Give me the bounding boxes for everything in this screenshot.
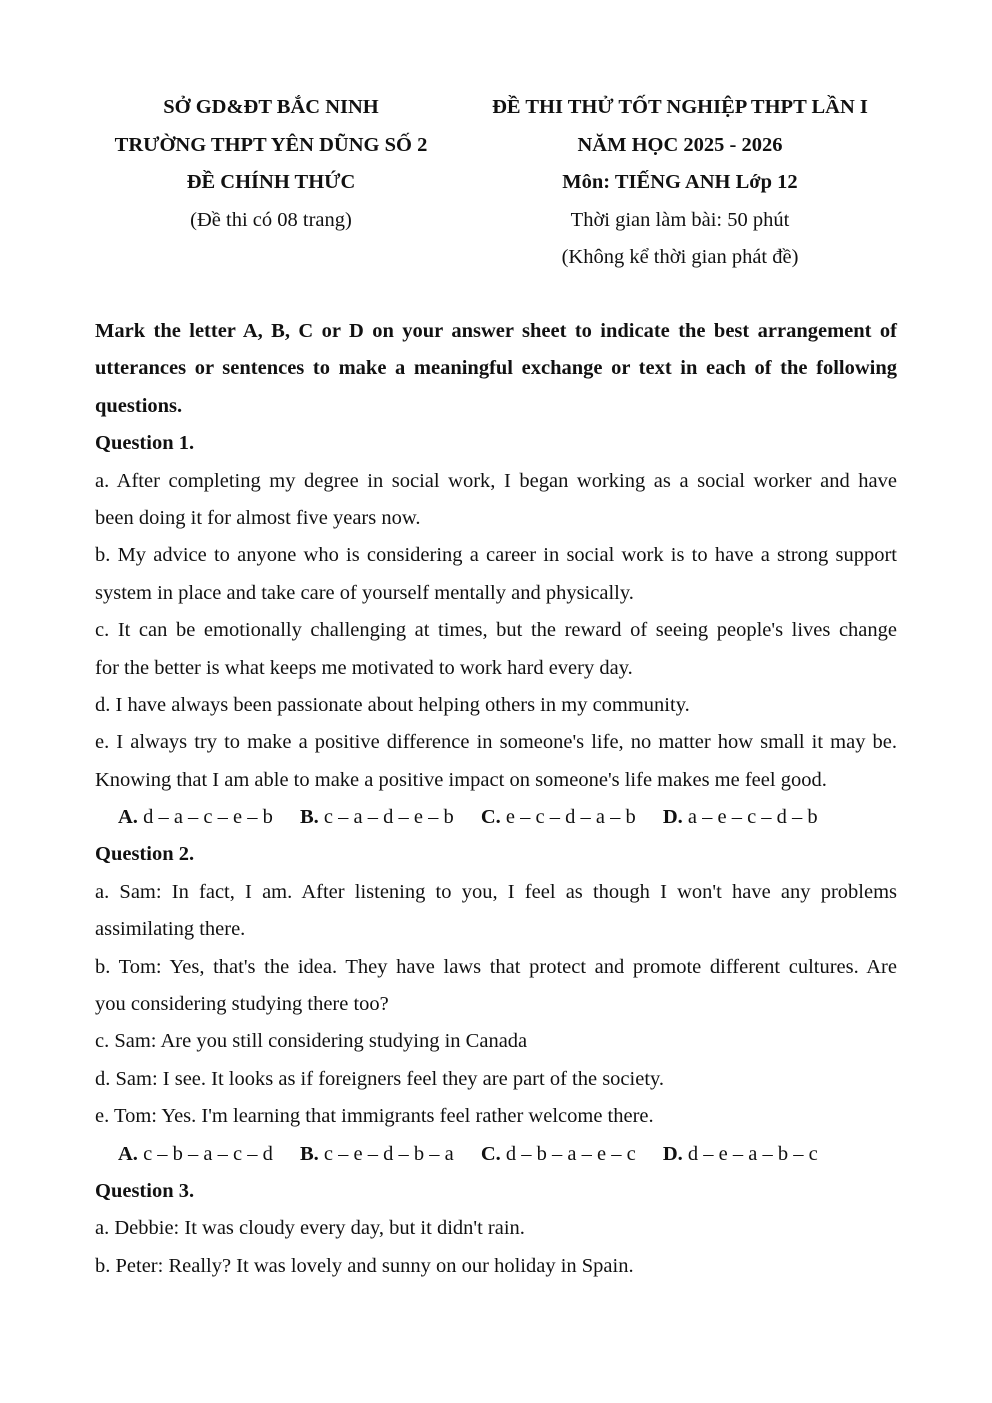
question-line: a. Debbie: It was cloudy every day, but it didn't rain.: [95, 1217, 525, 1240]
exam-title: ĐỀ THI THỬ TỐT NGHIỆP THPT LẦN I: [492, 96, 868, 118]
exam-body: [95, 313, 897, 1285]
option-c: [481, 1136, 636, 1173]
option-c: [481, 799, 636, 836]
question-line: e. Tom: Yes. I'm learning that immigrants feel rather welcome there.: [95, 1105, 654, 1128]
time-limit: Thời gian làm bài: 50 phút: [570, 208, 790, 231]
question-line: b. Peter: Really? It was lovely and sunny on our holiday in Spain.: [95, 1254, 634, 1277]
option-d: [663, 1136, 818, 1173]
option-letter: D.: [662, 806, 683, 829]
instruction-line: questions.: [95, 394, 183, 417]
question-line: a. Sam: In fact, I am. After listening to you, I feel as though I won't have any problems: [95, 880, 897, 903]
question-line: e. I always try to make a positive difference in someone's life, no matter how small it may be.: [95, 731, 897, 754]
option-text: c – e – d – b – a: [323, 1142, 454, 1165]
instruction-line: Mark the letter A, B, C or D on your answer sheet to indicate the best arrangement of: [95, 320, 897, 342]
option-a: [118, 799, 273, 836]
option-letter: B.: [299, 1142, 319, 1165]
instruction-line: utterances or sentences to make a meaningful exchange or text in each of the following: [95, 357, 897, 380]
option-b: [300, 799, 454, 836]
question-line: b. My advice to anyone who is considering a career in social work is to have a strong support: [95, 544, 897, 567]
option-letter: A.: [118, 806, 138, 829]
question-line: c. Sam: Are you still considering studying in Canada: [95, 1030, 528, 1053]
question-line: d. I have always been passionate about helping others in my community.: [95, 693, 690, 716]
question-line: d. Sam: I see. It looks as if foreigners feel they are part of the society.: [95, 1067, 665, 1090]
question-line: been doing it for almost five years now.: [95, 506, 421, 529]
option-d: [663, 799, 818, 836]
question-line: assimilating there.: [95, 918, 246, 941]
school-year: NĂM HỌC 2025 - 2026: [577, 133, 783, 156]
question-line: system in place and take care of yourself mentally and physically.: [95, 581, 634, 604]
subject-label: Môn: TIẾNG ANH Lớp 12: [562, 171, 798, 193]
option-text: d – e – a – b – c: [687, 1142, 818, 1165]
option-letter: D.: [662, 1142, 683, 1165]
answer-options: [95, 799, 897, 836]
option-text: a – e – c – d – b: [687, 806, 818, 829]
answer-options: [95, 1136, 897, 1173]
option-text: c – b – a – c – d: [143, 1142, 273, 1165]
option-b: [300, 1136, 454, 1173]
question-line: c. It can be emotionally challenging at times, but the reward of seeing people's lives change: [95, 619, 897, 642]
question-line: you considering studying there too?: [95, 993, 389, 1016]
question-title: Question 3.: [95, 1179, 195, 1202]
official-label: ĐỀ CHÍNH THỨC: [186, 171, 356, 193]
question-line: Knowing that I am able to make a positive impact on someone's life makes me feel good.: [95, 768, 827, 791]
school-name: TRƯỜNG THPT YÊN DŨNG SỐ 2: [114, 133, 428, 156]
option-text: e – c – d – a – b: [505, 806, 636, 829]
option-a: [118, 1136, 273, 1173]
question-title: Question 1.: [95, 432, 195, 455]
school-info: [90, 89, 452, 239]
time-note: (Không kể thời gian phát đề): [561, 246, 799, 268]
department-name: SỞ GD&ĐT BẮC NINH: [163, 96, 379, 118]
option-letter: C.: [480, 1142, 501, 1165]
option-letter: C.: [480, 806, 501, 829]
option-letter: B.: [299, 806, 319, 829]
question-line: b. Tom: Yes, that's the idea. They have laws that protect and promote different cultures. Are: [95, 955, 897, 978]
question-title: Question 2.: [95, 843, 195, 866]
option-letter: A.: [118, 1142, 138, 1165]
option-text: d – a – c – e – b: [143, 806, 273, 829]
option-text: d – b – a – e – c: [505, 1142, 636, 1165]
exam-info: [460, 89, 900, 277]
question-line: for the better is what keeps me motivated to work hard every day.: [95, 656, 633, 679]
option-text: c – a – d – e – b: [323, 806, 454, 829]
exam-header: [0, 89, 992, 279]
question-line: a. After completing my degree in social work, I began working as a social worker and have: [95, 469, 897, 492]
page-count-note: (Đề thi có 08 trang): [190, 208, 352, 231]
